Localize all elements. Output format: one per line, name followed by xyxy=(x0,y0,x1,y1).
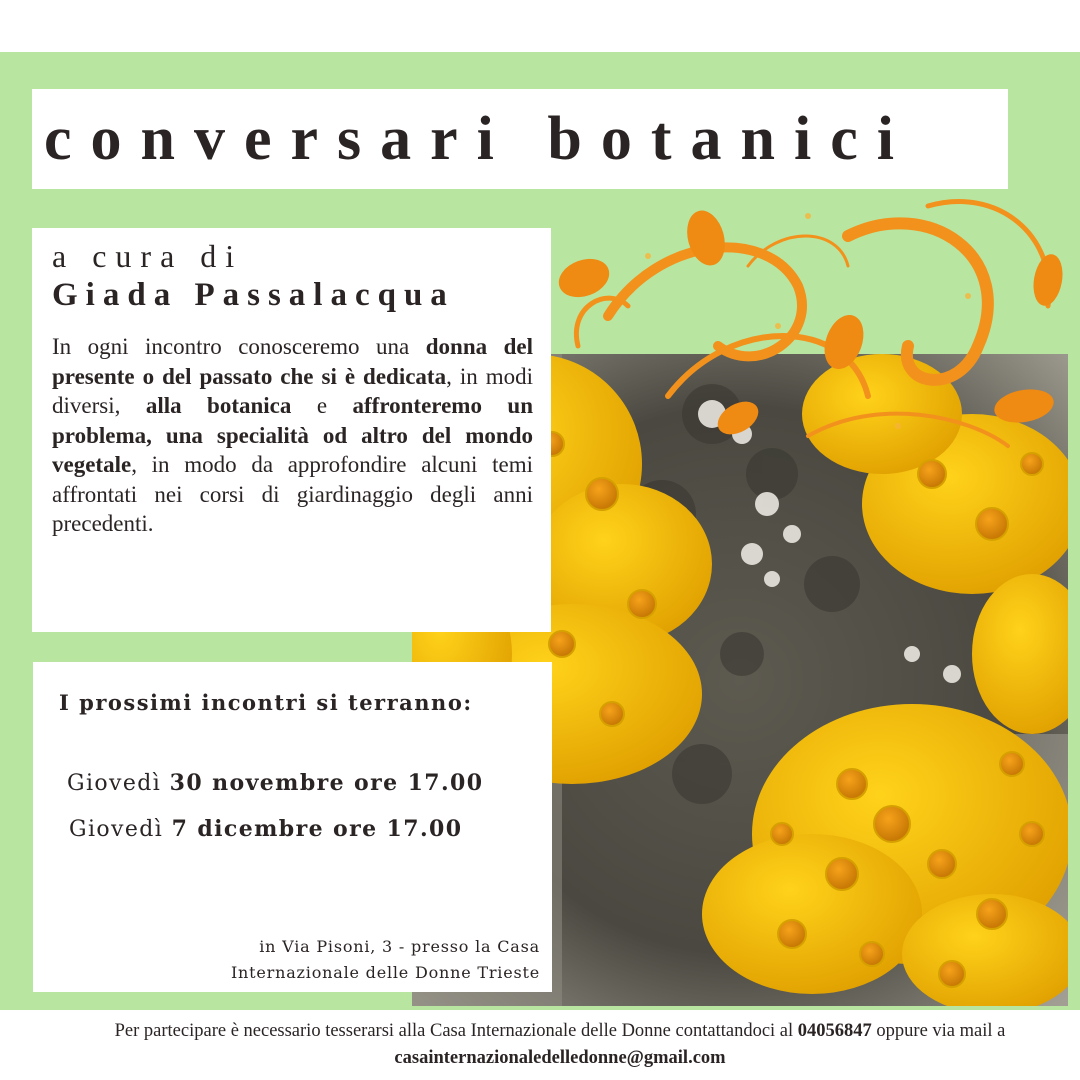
footer-email: casainternazionaledelledonne@gmail.com xyxy=(394,1048,726,1068)
page-title: conversari botanici xyxy=(44,104,913,173)
date-when: 30 novembre ore 17.00 xyxy=(169,770,484,796)
intro-text-4: , in modo da approfondire alcuni temi affrontati nei corsi di giardinaggio degli anni precedenti. xyxy=(52,452,533,536)
venue-address xyxy=(231,934,540,986)
schedule-date-1 xyxy=(67,770,483,796)
curator-label: a cura di xyxy=(52,238,244,274)
curator-name: Giada Passalacqua xyxy=(52,277,455,313)
curator-panel xyxy=(32,228,551,632)
schedule-panel xyxy=(33,662,552,992)
date-day: Giovedì xyxy=(69,817,172,842)
title-banner xyxy=(32,89,1008,189)
schedule-date-2 xyxy=(69,816,462,842)
footer-note xyxy=(40,1018,1080,1072)
intro-text-1: In ogni incontro conosceremo una xyxy=(52,334,426,359)
intro-text-2: , in modi diversi, xyxy=(52,363,533,418)
intro-bold-3: affronteremo un problema, una specialità od altro del mondo vegetale xyxy=(52,393,533,477)
schedule-heading: I prossimi incontri si terranno: xyxy=(59,690,473,715)
venue-line-2: Internazionale delle Donne Trieste xyxy=(230,963,540,982)
intro-paragraph xyxy=(52,332,533,539)
footer-phone: 04056847 xyxy=(797,1021,872,1041)
footer-text-2: oppure via mail a xyxy=(871,1021,1006,1041)
intro-text-3: e xyxy=(291,393,353,418)
intro-bold-1: donna del presente o del passato che si è dedicata xyxy=(52,334,533,389)
date-day: Giovedì xyxy=(67,771,170,796)
intro-bold-2: alla botanica xyxy=(145,393,292,418)
date-when: 7 dicembre ore 17.00 xyxy=(171,816,463,842)
venue-line-1: in Via Pisoni, 3 - presso la Casa xyxy=(259,937,540,956)
footer-text-1: Per partecipare è necessario tesserarsi alla Casa Internazionale delle Donne contattandoci al xyxy=(114,1021,798,1041)
